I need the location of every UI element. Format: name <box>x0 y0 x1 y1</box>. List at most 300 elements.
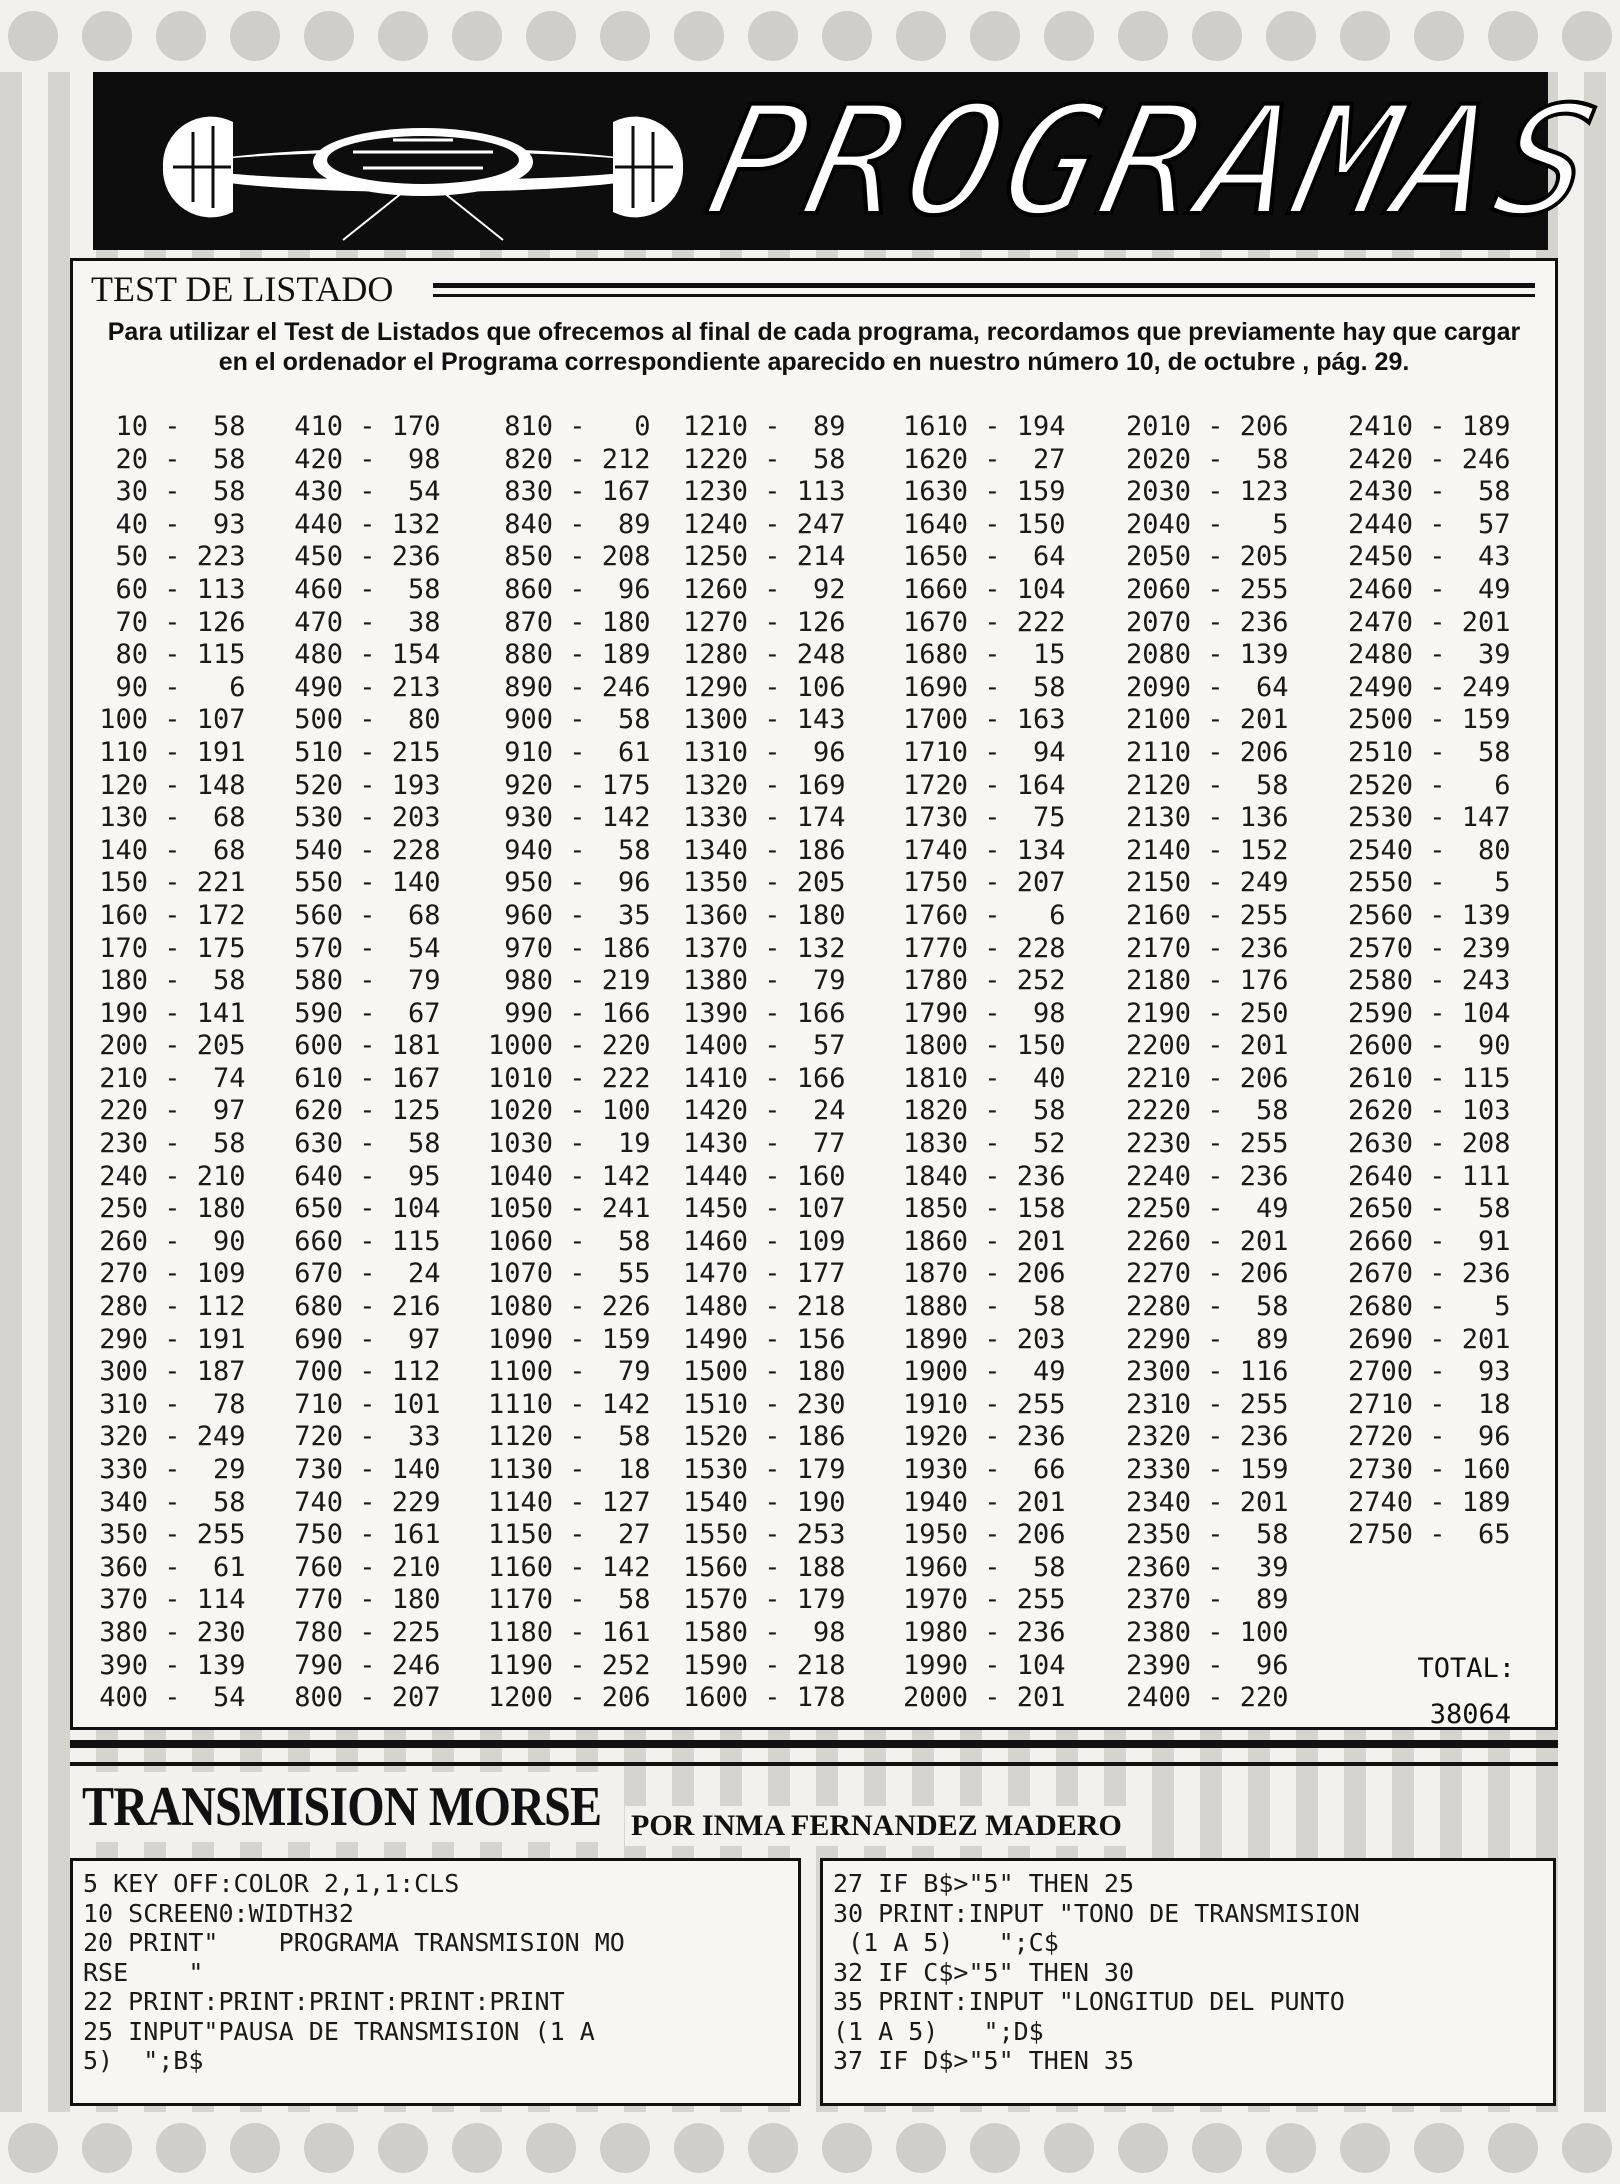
checksum-entry: 630 - 58 <box>278 1128 441 1160</box>
bottom-dot-border <box>0 2112 1620 2184</box>
checksum-entry: 2560 - 139 <box>1348 899 1511 931</box>
checksum-entry: 320 - 249 <box>83 1421 246 1453</box>
checksum-entry: 2660 - 91 <box>1348 1225 1511 1257</box>
checksum-entry: 2220 - 58 <box>1126 1095 1289 1127</box>
checksum-entry: 1230 - 113 <box>683 476 846 508</box>
checksum-entry: 1030 - 19 <box>488 1128 651 1160</box>
border-dot <box>82 2123 132 2173</box>
checksum-entry: 2450 - 43 <box>1348 541 1511 573</box>
checksum-entry: 470 - 38 <box>278 606 441 638</box>
checksum-entry: 140 - 68 <box>83 834 246 866</box>
checksum-entry: 1280 - 248 <box>683 639 846 671</box>
checksum-entry: 750 - 161 <box>278 1519 441 1551</box>
checksum-entry: 910 - 61 <box>488 736 651 768</box>
header-banner <box>93 72 1617 250</box>
checksum-entry: 2230 - 255 <box>1126 1128 1289 1160</box>
code-line: 32 IF C$>"5" THEN 30 <box>833 1957 1135 1987</box>
checksum-entry: 510 - 215 <box>278 736 441 768</box>
checksum-entry: 280 - 112 <box>83 1291 246 1323</box>
checksum-entry: 250 - 180 <box>83 1193 246 1225</box>
border-dot <box>1192 2123 1242 2173</box>
checksum-entry: 1610 - 194 <box>903 411 1066 442</box>
checksum-entry: 1440 - 160 <box>683 1160 846 1192</box>
checksum-entry: 1530 - 179 <box>683 1454 846 1485</box>
checksum-entry: 1980 - 236 <box>903 1616 1066 1648</box>
checksum-entry: 2090 - 64 <box>1126 671 1289 703</box>
checksum-entry: 2430 - 58 <box>1348 476 1511 508</box>
code-line: 37 IF D$>"5" THEN 35 <box>833 2046 1135 2075</box>
checksum-entry: 2480 - 39 <box>1348 639 1511 671</box>
checksum-entry: 1050 - 241 <box>488 1193 651 1225</box>
checksum-entry: 1200 - 206 <box>488 1682 651 1714</box>
checksum-entry: 1570 - 179 <box>683 1584 846 1616</box>
code-line: (1 A 5) ";C$ <box>833 1928 1059 1957</box>
checksum-entry: 580 - 79 <box>278 965 441 997</box>
checksum-column <box>903 411 1113 1715</box>
checksum-entry: 1400 - 57 <box>683 1030 846 1062</box>
checksum-entry: 2080 - 139 <box>1126 639 1289 671</box>
checksum-entry: 1710 - 94 <box>903 736 1066 768</box>
checksum-entry: 1640 - 150 <box>903 508 1066 540</box>
checksum-column <box>488 411 698 1715</box>
checksum-entry: 1370 - 132 <box>683 932 846 964</box>
checksum-entry: 540 - 228 <box>278 834 441 866</box>
checksum-entry: 720 - 33 <box>278 1421 441 1453</box>
checksum-entry: 1220 - 58 <box>683 443 846 475</box>
checksum-entry: 1450 - 107 <box>683 1193 846 1225</box>
checksum-entry: 240 - 210 <box>83 1160 246 1192</box>
checksum-column <box>1126 411 1336 1715</box>
checksum-entry: 2110 - 206 <box>1126 736 1289 768</box>
checksum-entry: 1580 - 98 <box>683 1616 846 1648</box>
checksum-entry: 610 - 167 <box>278 1062 441 1094</box>
checksum-entry: 2390 - 96 <box>1126 1649 1289 1681</box>
checksum-entry: 2170 - 236 <box>1126 932 1289 964</box>
section-title: PROGRAMAS <box>694 75 1617 249</box>
checksum-entry: 800 - 207 <box>278 1682 441 1714</box>
checksum-entry: 1690 - 58 <box>903 671 1066 703</box>
checksum-entry: 1830 - 52 <box>903 1128 1066 1160</box>
checksum-entry: 1180 - 161 <box>488 1616 651 1648</box>
checksum-entry: 2030 - 123 <box>1126 476 1289 508</box>
checksum-entry: 460 - 58 <box>278 573 441 605</box>
checksum-entry: 2280 - 58 <box>1126 1291 1289 1323</box>
checksum-entry: 740 - 229 <box>278 1486 441 1518</box>
border-dot <box>822 2123 872 2173</box>
checksum-entry: 1080 - 226 <box>488 1291 651 1323</box>
code-line: RSE " <box>83 1957 204 1987</box>
checksum-table <box>83 411 1553 1721</box>
checksum-entry: 230 - 58 <box>83 1128 246 1160</box>
border-dot <box>674 11 724 61</box>
checksum-entry: 1330 - 174 <box>683 802 846 834</box>
code-listing-right <box>820 1858 1556 2106</box>
border-dot <box>1488 2123 1538 2173</box>
checksum-entry: 2690 - 201 <box>1348 1323 1511 1355</box>
border-dot <box>230 2123 280 2173</box>
checksum-entry: 850 - 208 <box>488 541 651 573</box>
checksum-entry: 1000 - 220 <box>488 1030 651 1062</box>
checksum-entry: 2190 - 250 <box>1126 997 1289 1029</box>
checksum-entry: 1240 - 247 <box>683 508 846 540</box>
checksum-entry: 700 - 112 <box>278 1356 441 1388</box>
checksum-entry: 1700 - 163 <box>903 704 1066 736</box>
border-dot <box>600 11 650 61</box>
checksum-entry: 2360 - 39 <box>1126 1551 1289 1583</box>
checksum-entry: 660 - 115 <box>278 1225 441 1257</box>
checksum-entry: 1960 - 58 <box>903 1551 1066 1583</box>
checksum-entry: 2610 - 115 <box>1348 1062 1511 1094</box>
checksum-entry: 1430 - 77 <box>683 1128 846 1160</box>
checksum-entry: 170 - 175 <box>83 932 246 964</box>
checksum-entry: 1660 - 104 <box>903 573 1066 605</box>
checksum-entry: 2530 - 147 <box>1348 802 1511 834</box>
border-dot <box>378 2123 428 2173</box>
checksum-entry: 1150 - 27 <box>488 1519 651 1551</box>
checksum-entry: 2400 - 220 <box>1126 1682 1289 1714</box>
checksum-entry: 1070 - 55 <box>488 1258 651 1290</box>
checksum-entry: 2000 - 201 <box>903 1682 1066 1714</box>
checksum-entry: 1740 - 134 <box>903 834 1066 866</box>
checksum-entry: 400 - 54 <box>83 1682 246 1714</box>
checksum-entry: 1190 - 252 <box>488 1649 651 1681</box>
checksum-entry: 2050 - 205 <box>1126 541 1289 573</box>
checksum-entry: 810 - 0 <box>488 411 651 442</box>
checksum-entry: 1260 - 92 <box>683 573 846 605</box>
checksum-entry: 650 - 104 <box>278 1193 441 1225</box>
checksum-entry: 870 - 180 <box>488 606 651 638</box>
checksum-entry: 270 - 109 <box>83 1258 246 1290</box>
checksum-entry: 130 - 68 <box>83 802 246 834</box>
checksum-entry: 500 - 80 <box>278 704 441 736</box>
border-dot <box>1414 11 1464 61</box>
border-dot <box>970 2123 1020 2173</box>
border-dot <box>896 11 946 61</box>
border-dot <box>526 2123 576 2173</box>
checksum-entry: 1600 - 178 <box>683 1682 846 1714</box>
checksum-column <box>83 411 293 1715</box>
checksum-entry: 990 - 166 <box>488 997 651 1029</box>
code-line: 20 PRINT" PROGRAMA TRANSMISION MO <box>83 1928 625 1957</box>
checksum-entry: 2120 - 58 <box>1126 769 1289 801</box>
checksum-entry: 600 - 181 <box>278 1030 441 1062</box>
checksum-entry: 690 - 97 <box>278 1323 441 1355</box>
checksum-entry: 1540 - 190 <box>683 1486 846 1518</box>
border-dot <box>1488 11 1538 61</box>
checksum-entry: 1250 - 214 <box>683 541 846 573</box>
checksum-entry: 1140 - 127 <box>488 1486 651 1518</box>
checksum-entry: 2630 - 208 <box>1348 1128 1511 1160</box>
checksum-entry: 1210 - 89 <box>683 411 846 442</box>
code-line: 27 IF B$>"5" THEN 25 <box>833 1869 1135 1898</box>
checksum-entry: 380 - 230 <box>83 1616 246 1648</box>
border-dot <box>378 11 428 61</box>
checksum-entry: 1790 - 98 <box>903 997 1066 1029</box>
checksum-entry: 1310 - 96 <box>683 736 846 768</box>
border-dot <box>1192 11 1242 61</box>
checksum-entry: 200 - 205 <box>83 1030 246 1062</box>
checksum-entry: 930 - 142 <box>488 802 651 834</box>
checksum-entry: 2040 - 5 <box>1126 508 1289 540</box>
border-dot <box>896 2123 946 2173</box>
code-line: 5) ";B$ <box>83 2046 204 2075</box>
checksum-entry: 2460 - 49 <box>1348 573 1511 605</box>
checksum-entry: 2320 - 236 <box>1126 1421 1289 1453</box>
border-dot <box>1044 11 1094 61</box>
top-dot-border <box>0 0 1620 72</box>
checksum-entry: 1060 - 58 <box>488 1225 651 1257</box>
border-dot <box>1562 11 1612 61</box>
checksum-entry: 1780 - 252 <box>903 965 1066 997</box>
checksum-entry: 1550 - 253 <box>683 1519 846 1551</box>
checksum-entry: 2520 - 6 <box>1348 769 1511 801</box>
checksum-entry: 100 - 107 <box>83 704 246 736</box>
border-dot <box>304 11 354 61</box>
checksum-entry: 120 - 148 <box>83 769 246 801</box>
checksum-entry: 440 - 132 <box>278 508 441 540</box>
checksum-entry: 950 - 96 <box>488 867 651 899</box>
checksum-entry: 2600 - 90 <box>1348 1030 1511 1062</box>
checksum-entry: 2380 - 100 <box>1126 1616 1289 1648</box>
checksum-entry: 2740 - 189 <box>1348 1486 1511 1518</box>
checksum-entry: 340 - 58 <box>83 1486 246 1518</box>
checksum-entry: 1930 - 66 <box>903 1454 1066 1485</box>
checksum-entry: 2410 - 189 <box>1348 411 1511 442</box>
border-dot <box>822 11 872 61</box>
checksum-entry: 980 - 219 <box>488 965 651 997</box>
border-dot <box>1562 2123 1612 2173</box>
border-dot <box>1340 11 1390 61</box>
checksum-entry: 1160 - 142 <box>488 1551 651 1583</box>
checksum-entry: 390 - 139 <box>83 1649 246 1681</box>
checksum-entry: 2160 - 255 <box>1126 899 1289 931</box>
checksum-entry: 2730 - 160 <box>1348 1454 1511 1485</box>
checksum-entry: 1990 - 104 <box>903 1649 1066 1681</box>
border-dot <box>230 11 280 61</box>
checksum-entry: 1020 - 100 <box>488 1095 651 1127</box>
checksum-entry: 830 - 167 <box>488 476 651 508</box>
checksum-entry: 290 - 191 <box>83 1323 246 1355</box>
checksum-entry: 2020 - 58 <box>1126 443 1289 475</box>
checksum-entry: 1650 - 64 <box>903 541 1066 573</box>
checksum-entry: 1900 - 49 <box>903 1356 1066 1388</box>
checksum-entry: 410 - 170 <box>278 411 441 442</box>
checksum-entry: 1560 - 188 <box>683 1551 846 1583</box>
checksum-entry: 370 - 114 <box>83 1584 246 1616</box>
checksum-entry: 1090 - 159 <box>488 1323 651 1355</box>
code-line: 25 INPUT"PAUSA DE TRANSMISION (1 A <box>83 2016 595 2046</box>
checksum-entry: 1130 - 18 <box>488 1454 651 1485</box>
border-dot <box>1266 11 1316 61</box>
checksum-entry: 2010 - 206 <box>1126 411 1289 442</box>
checksum-entry: 2260 - 201 <box>1126 1225 1289 1257</box>
checksum-entry: 1480 - 218 <box>683 1291 846 1323</box>
checksum-entry: 1040 - 142 <box>488 1160 651 1192</box>
test-listado-panel <box>70 258 1558 1730</box>
border-dot <box>82 11 132 61</box>
checksum-entry: 1520 - 186 <box>683 1421 846 1453</box>
checksum-entry: 1350 - 205 <box>683 867 846 899</box>
checksum-entry: 490 - 213 <box>278 671 441 703</box>
checksum-entry: 190 - 141 <box>83 997 246 1029</box>
border-dot <box>1266 2123 1316 2173</box>
test-listado-intro: Para utilizar el Test de Listados que ofrecemos al final de cada programa, recordamos que previamente hay que cargar en el ordenador el Programa correspondiente aparecido en nuestro número 10, de octubre , pág. 29. <box>107 318 1521 376</box>
checksum-entry: 1120 - 58 <box>488 1421 651 1453</box>
checksum-entry: 1750 - 207 <box>903 867 1066 899</box>
checksum-entry: 480 - 154 <box>278 639 441 671</box>
checksum-entry: 260 - 90 <box>83 1225 246 1257</box>
checksum-entry: 1630 - 159 <box>903 476 1066 508</box>
checksum-entry: 890 - 246 <box>488 671 651 703</box>
checksum-entry: 110 - 191 <box>83 736 246 768</box>
border-dot <box>674 2123 724 2173</box>
checksum-entry: 970 - 186 <box>488 932 651 964</box>
checksum-entry: 920 - 175 <box>488 769 651 801</box>
checksum-entry: 1460 - 109 <box>683 1225 846 1257</box>
checksum-entry: 1840 - 236 <box>903 1160 1066 1192</box>
checksum-entry: 2150 - 249 <box>1126 867 1289 899</box>
checksum-entry: 2540 - 80 <box>1348 834 1511 866</box>
checksum-entry: 2470 - 201 <box>1348 606 1511 638</box>
checksum-entry: 1760 - 6 <box>903 899 1066 931</box>
checksum-entry: 2550 - 5 <box>1348 867 1511 899</box>
program-author: POR INMA FERNANDEZ MADERO <box>625 1806 1128 1846</box>
checksum-entry: 350 - 255 <box>83 1519 246 1551</box>
checksum-entry: 80 - 115 <box>83 639 246 671</box>
checksum-entry: 2590 - 104 <box>1348 997 1511 1029</box>
checksum-entry: 2310 - 255 <box>1126 1388 1289 1420</box>
checksum-entry: 2250 - 49 <box>1126 1193 1289 1225</box>
checksum-entry: 1340 - 186 <box>683 834 846 866</box>
checksum-entry: 1290 - 106 <box>683 671 846 703</box>
border-dot <box>1340 2123 1390 2173</box>
checksum-entry: 820 - 212 <box>488 443 651 475</box>
code-line: (1 A 5) ";D$ <box>833 2016 1044 2046</box>
border-dot <box>452 11 502 61</box>
checksum-entry: 10 - 58 <box>83 411 246 442</box>
border-dot <box>970 11 1020 61</box>
checksum-entry: 620 - 125 <box>278 1095 441 1127</box>
checksum-entry: 2070 - 236 <box>1126 606 1289 638</box>
checksum-entry: 2700 - 93 <box>1348 1356 1511 1388</box>
border-dot <box>600 2123 650 2173</box>
border-dot <box>1044 2123 1094 2173</box>
checksum-entry: 1470 - 177 <box>683 1258 846 1290</box>
checksum-entry: 2180 - 176 <box>1126 965 1289 997</box>
border-dot <box>1414 2123 1464 2173</box>
code-line: 35 PRINT:INPUT "LONGITUD DEL PUNTO <box>833 1987 1345 2016</box>
checksum-entry: 1500 - 180 <box>683 1356 846 1388</box>
checksum-entry: 1800 - 150 <box>903 1030 1066 1062</box>
total-label: TOTAL: <box>1417 1653 1515 1684</box>
checksum-entry: 1970 - 255 <box>903 1584 1066 1616</box>
checksum-entry: 2440 - 57 <box>1348 508 1511 540</box>
checksum-entry: 2130 - 136 <box>1126 802 1289 834</box>
checksum-entry: 1510 - 230 <box>683 1388 846 1420</box>
checksum-entry: 1390 - 166 <box>683 997 846 1029</box>
checksum-column <box>278 411 488 1715</box>
checksum-entry: 150 - 221 <box>83 867 246 899</box>
checksum-entry: 2510 - 58 <box>1348 736 1511 768</box>
checksum-entry: 2420 - 246 <box>1348 443 1511 475</box>
checksum-entry: 2370 - 89 <box>1126 1584 1289 1616</box>
checksum-entry: 300 - 187 <box>83 1356 246 1388</box>
checksum-entry: 2350 - 58 <box>1126 1519 1289 1551</box>
checksum-entry: 430 - 54 <box>278 476 441 508</box>
checksum-entry: 1950 - 206 <box>903 1519 1066 1551</box>
border-dot <box>748 11 798 61</box>
checksum-entry: 1680 - 15 <box>903 639 1066 671</box>
checksum-entry: 1410 - 166 <box>683 1062 846 1094</box>
checksum-entry: 30 - 58 <box>83 476 246 508</box>
checksum-entry: 1590 - 218 <box>683 1649 846 1681</box>
checksum-entry: 40 - 93 <box>83 508 246 540</box>
checksum-entry: 530 - 203 <box>278 802 441 834</box>
checksum-entry: 2680 - 5 <box>1348 1291 1511 1323</box>
checksum-entry: 960 - 35 <box>488 899 651 931</box>
checksum-entry: 590 - 67 <box>278 997 441 1029</box>
border-dot <box>526 11 576 61</box>
checksum-entry: 2650 - 58 <box>1348 1193 1511 1225</box>
checksum-entry: 1910 - 255 <box>903 1388 1066 1420</box>
checksum-entry: 1870 - 206 <box>903 1258 1066 1290</box>
checksum-entry: 2140 - 152 <box>1126 834 1289 866</box>
checksum-entry: 570 - 54 <box>278 932 441 964</box>
checksum-entry: 1300 - 143 <box>683 704 846 736</box>
border-dot <box>1118 2123 1168 2173</box>
checksum-entry: 2270 - 206 <box>1126 1258 1289 1290</box>
checksum-entry: 2500 - 159 <box>1348 704 1511 736</box>
checksum-entry: 220 - 97 <box>83 1095 246 1127</box>
checksum-entry: 840 - 89 <box>488 508 651 540</box>
checksum-entry: 2330 - 159 <box>1126 1454 1289 1485</box>
checksum-entry: 60 - 113 <box>83 573 246 605</box>
program-title: TRANSMISION MORSE <box>82 1772 610 1842</box>
checksum-entry: 790 - 246 <box>278 1649 441 1681</box>
checksum-entry: 2750 - 65 <box>1348 1519 1511 1551</box>
checksum-entry: 670 - 24 <box>278 1258 441 1290</box>
checksum-entry: 2340 - 201 <box>1126 1486 1289 1518</box>
checksum-entry: 1730 - 75 <box>903 802 1066 834</box>
checksum-entry: 730 - 140 <box>278 1454 441 1485</box>
checksum-entry: 710 - 101 <box>278 1388 441 1420</box>
code-line: 5 KEY OFF:COLOR 2,1,1:CLS <box>83 1869 460 1898</box>
checksum-entry: 1860 - 201 <box>903 1225 1066 1257</box>
checksum-entry: 1620 - 27 <box>903 443 1066 475</box>
checksum-entry: 900 - 58 <box>488 704 651 736</box>
border-dot <box>452 2123 502 2173</box>
checksum-entry: 420 - 98 <box>278 443 441 475</box>
checksum-entry: 860 - 96 <box>488 573 651 605</box>
checksum-entry: 1770 - 228 <box>903 932 1066 964</box>
section-separator <box>70 1740 1558 1766</box>
checksum-entry: 1490 - 156 <box>683 1323 846 1355</box>
checksum-column <box>683 411 893 1715</box>
checksum-entry: 760 - 210 <box>278 1551 441 1583</box>
checksum-entry: 2620 - 103 <box>1348 1095 1511 1127</box>
checksum-entry: 2290 - 89 <box>1126 1323 1289 1355</box>
checksum-entry: 1170 - 58 <box>488 1584 651 1616</box>
checksum-entry: 450 - 236 <box>278 541 441 573</box>
heading-rule <box>433 283 1535 297</box>
checksum-entry: 160 - 172 <box>83 899 246 931</box>
checksum-entry: 180 - 58 <box>83 965 246 997</box>
checksum-entry: 940 - 58 <box>488 834 651 866</box>
checksum-entry: 330 - 29 <box>83 1454 246 1485</box>
checksum-entry: 880 - 189 <box>488 639 651 671</box>
checksum-entry: 1810 - 40 <box>903 1062 1066 1094</box>
checksum-entry: 2210 - 206 <box>1126 1062 1289 1094</box>
